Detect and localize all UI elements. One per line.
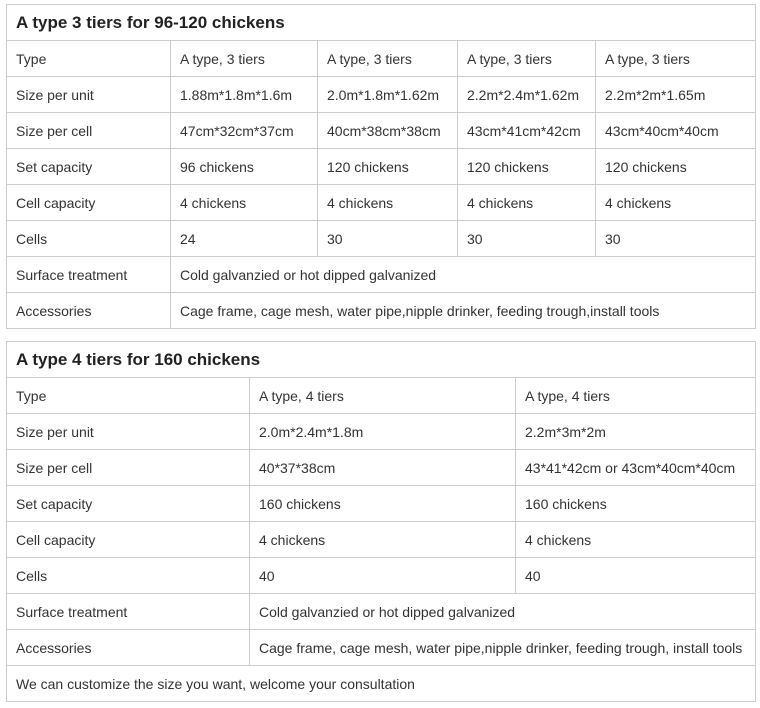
table-row	[7, 185, 756, 221]
table-cell: 24	[171, 221, 318, 257]
table-row	[7, 594, 756, 630]
row-label: Set capacity	[7, 149, 171, 185]
table-4-tiers	[6, 341, 756, 702]
row-label: Type	[7, 41, 171, 77]
table-cell: 40	[250, 558, 516, 594]
table-cell: 43cm*40cm*40cm	[596, 113, 756, 149]
table-cell: 1.88m*1.8m*1.6m	[171, 77, 318, 113]
table-cell: A type, 3 tiers	[171, 41, 318, 77]
table-cell: 2.2m*3m*2m	[516, 414, 756, 450]
table-cell: 30	[318, 221, 458, 257]
table-cell: 40*37*38cm	[250, 450, 516, 486]
row-label: Cells	[7, 558, 250, 594]
row-label: Set capacity	[7, 486, 250, 522]
row-label: Cell capacity	[7, 185, 171, 221]
table-cell: 120 chickens	[458, 149, 596, 185]
table-cell: A type, 3 tiers	[318, 41, 458, 77]
table-cell: 2.2m*2m*1.65m	[596, 77, 756, 113]
table-cell: 4 chickens	[318, 185, 458, 221]
row-label: Size per cell	[7, 450, 250, 486]
table-cell: 120 chickens	[318, 149, 458, 185]
table-3-tiers	[6, 4, 756, 329]
table-cell: A type, 3 tiers	[458, 41, 596, 77]
table-cell: 47cm*32cm*37cm	[171, 113, 318, 149]
row-label: Surface treatment	[7, 594, 250, 630]
row-label: Accessories	[7, 293, 171, 329]
table-row	[7, 77, 756, 113]
table-row	[7, 378, 756, 414]
table-cell: Cold galvanzied or hot dipped galvanized	[250, 594, 756, 630]
table-row	[7, 450, 756, 486]
table-cell: Cold galvanzied or hot dipped galvanized	[171, 257, 756, 293]
row-label: Surface treatment	[7, 257, 171, 293]
table-row	[7, 630, 756, 666]
table-cell: 160 chickens	[516, 486, 756, 522]
table-row	[7, 522, 756, 558]
table-cell: 30	[458, 221, 596, 257]
table-cell: 4 chickens	[171, 185, 318, 221]
table-cell: A type, 3 tiers	[596, 41, 756, 77]
table-cell: 96 chickens	[171, 149, 318, 185]
row-label: Size per unit	[7, 414, 250, 450]
table-row	[7, 149, 756, 185]
table-row	[7, 293, 756, 329]
table-cell: A type, 4 tiers	[250, 378, 516, 414]
table-cell: A type, 4 tiers	[516, 378, 756, 414]
row-label: Cells	[7, 221, 171, 257]
table-row	[7, 414, 756, 450]
table-row	[7, 257, 756, 293]
table-cell: 4 chickens	[596, 185, 756, 221]
table-title: A type 4 tiers for 160 chickens	[7, 342, 756, 378]
table-title: A type 3 tiers for 96-120 chickens	[7, 5, 756, 41]
table-cell: 4 chickens	[516, 522, 756, 558]
table-cell: 2.2m*2.4m*1.62m	[458, 77, 596, 113]
table-cell: 40cm*38cm*38cm	[318, 113, 458, 149]
row-label: Size per cell	[7, 113, 171, 149]
table-cell: Cage frame, cage mesh, water pipe,nipple drinker, feeding trough,install tools	[171, 293, 756, 329]
table-row	[7, 666, 756, 702]
table-cell: 4 chickens	[250, 522, 516, 558]
table-row	[7, 558, 756, 594]
table-row	[7, 221, 756, 257]
row-label: Accessories	[7, 630, 250, 666]
table-row	[7, 113, 756, 149]
table-cell: 120 chickens	[596, 149, 756, 185]
row-label: Cell capacity	[7, 522, 250, 558]
table-row	[7, 41, 756, 77]
table-cell: 2.0m*1.8m*1.62m	[318, 77, 458, 113]
table-row	[7, 486, 756, 522]
table-cell: 40	[516, 558, 756, 594]
table-cell: 43*41*42cm or 43cm*40cm*40cm	[516, 450, 756, 486]
table-cell: 2.0m*2.4m*1.8m	[250, 414, 516, 450]
table-cell: 160 chickens	[250, 486, 516, 522]
table-cell: Cage frame, cage mesh, water pipe,nipple drinker, feeding trough, install tools	[250, 630, 756, 666]
row-label: Type	[7, 378, 250, 414]
table-cell: 43cm*41cm*42cm	[458, 113, 596, 149]
row-label: Size per unit	[7, 77, 171, 113]
consultation-note: We can customize the size you want, welcome your consultation	[7, 666, 756, 702]
table-cell: 30	[596, 221, 756, 257]
table-cell: 4 chickens	[458, 185, 596, 221]
